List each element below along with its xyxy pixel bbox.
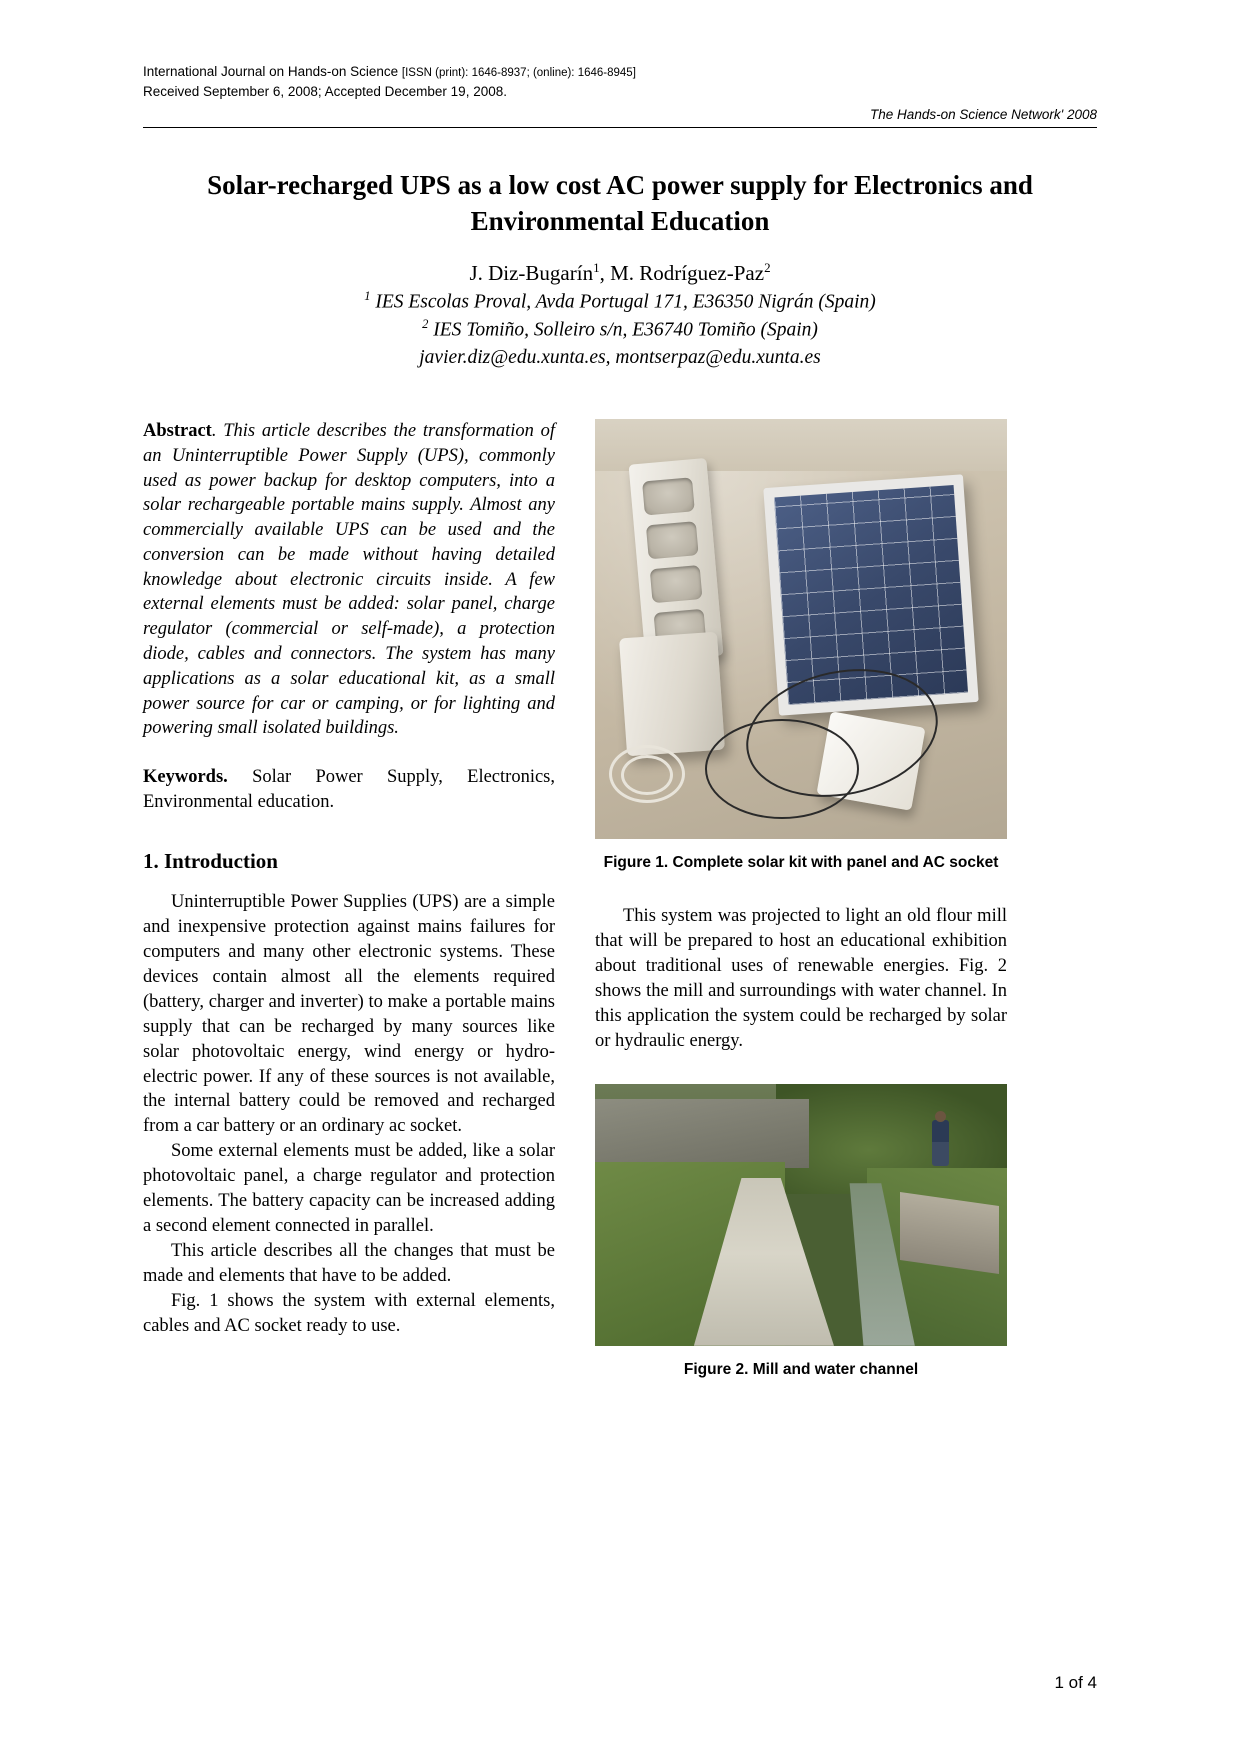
author-1-affiliation-marker: 1	[593, 260, 600, 275]
section-heading-introduction: 1. Introduction	[143, 848, 278, 873]
received-accepted: Received September 6, 2008; Accepted December 19, 2008.	[143, 83, 507, 99]
affiliation-2	[143, 316, 1097, 344]
keywords-text: Solar Power Supply, Electronics, Environmental education.	[143, 767, 555, 812]
person	[932, 1120, 949, 1166]
author-list	[143, 258, 1097, 290]
affiliation-1-text: IES Escolas Proval, Avda Portugal 171, E36350 Nigrán (Spain)	[370, 291, 876, 313]
figure-1-caption: Figure 1. Complete solar kit with panel and AC socket	[603, 854, 999, 871]
page-header	[143, 62, 1097, 122]
figure-2-caption: Figure 2. Mill and water channel	[683, 1360, 919, 1378]
affiliations	[143, 288, 1097, 372]
page-number: 1 of 4	[1054, 1673, 1097, 1692]
author-separator: ,	[599, 261, 611, 285]
journal-info	[143, 62, 1097, 101]
figure-2	[595, 1084, 1007, 1381]
page-title: Solar-recharged UPS as a low cost AC power supply for Electronics and Environmental Education	[207, 170, 1033, 236]
abstract-paragraph	[143, 419, 555, 741]
affiliation-2-text: IES Tomiño, Solleiro s/n, E36740 Tomiño (Spain)	[428, 319, 818, 341]
author-1: J. Diz-Bugarín	[469, 261, 594, 285]
intro-paragraph-3: This article describes all the changes that must be made and elements that have to be added.	[143, 1241, 555, 1287]
figure-1	[595, 419, 1007, 874]
affiliation-2-marker: 2	[422, 317, 429, 332]
ups-unit	[619, 632, 725, 757]
journal-issn: [ISSN (print): 1646-8937; (online): 1646-8945]	[401, 67, 636, 79]
left-column	[143, 419, 555, 1339]
author-2: M. Rodríguez-Paz	[610, 261, 765, 285]
affiliation-1	[143, 288, 1097, 316]
intro-paragraph-2: Some external elements must be added, like a solar photovoltaic panel, a charge regulator and protection elements. The battery capacity can be increased adding a second element connected in parallel.	[143, 1141, 555, 1237]
author-2-affiliation-marker: 2	[764, 260, 771, 275]
abstract-text: . This article describes the transformation of an Uninterruptible Power Supply (UPS), commonly used as power backup for desktop computers, into a solar rechargeable portable mains supply. Almost any commercially available UPS can be used and the conversion can be made without having detailed knowledge about electronic circuits inside. A few external elements must be added: solar panel, charge regulator (commercial or self-made), a protection diode, cables and connectors. The system has many applications as a solar educational kit, as a small power source for car or camping, or for lighting and powering small isolated buildings.	[143, 421, 555, 739]
right-paragraph-1: This system was projected to light an old flour mill that will be prepared to host an educational exhibition about traditional uses of renewable energies. Fig. 2 shows the mill and surroundings with water channel. In this application the system could be recharged by solar or hydraulic energy.	[595, 905, 1007, 1051]
abstract-label: Abstract	[143, 421, 212, 441]
mill-wall	[595, 1099, 809, 1167]
affiliation-1-marker: 1	[364, 289, 371, 303]
keywords-label: Keywords.	[143, 767, 228, 788]
network-line: The Hands-on Science Network' 2008	[870, 107, 1097, 123]
figure-1-image	[595, 419, 1007, 839]
intro-paragraph-1: Uninterruptible Power Supplies (UPS) are a simple and inexpensive protection against mains failures for computers and many other electronic systems. These devices contain almost all the elements required (battery, charger and inverter) to make a portable mains supply that can be recharged by many sources like solar photovoltaic energy, wind energy or hydro-electric power. If any of these sources is not available, the internal battery could be removed and recharged from a car battery or an ordinary ac socket.	[143, 891, 555, 1137]
right-column	[595, 419, 1007, 1381]
header-divider	[143, 127, 1097, 128]
keywords-paragraph	[143, 765, 555, 815]
intro-paragraph-4: Fig. 1 shows the system with external elements, cables and AC socket ready to use.	[143, 1291, 555, 1337]
figure-2-image	[595, 1084, 1007, 1346]
journal-name: International Journal on Hands-on Science	[143, 64, 402, 79]
author-emails: javier.diz@edu.xunta.es, montserpaz@edu.xunta.es	[419, 347, 821, 369]
